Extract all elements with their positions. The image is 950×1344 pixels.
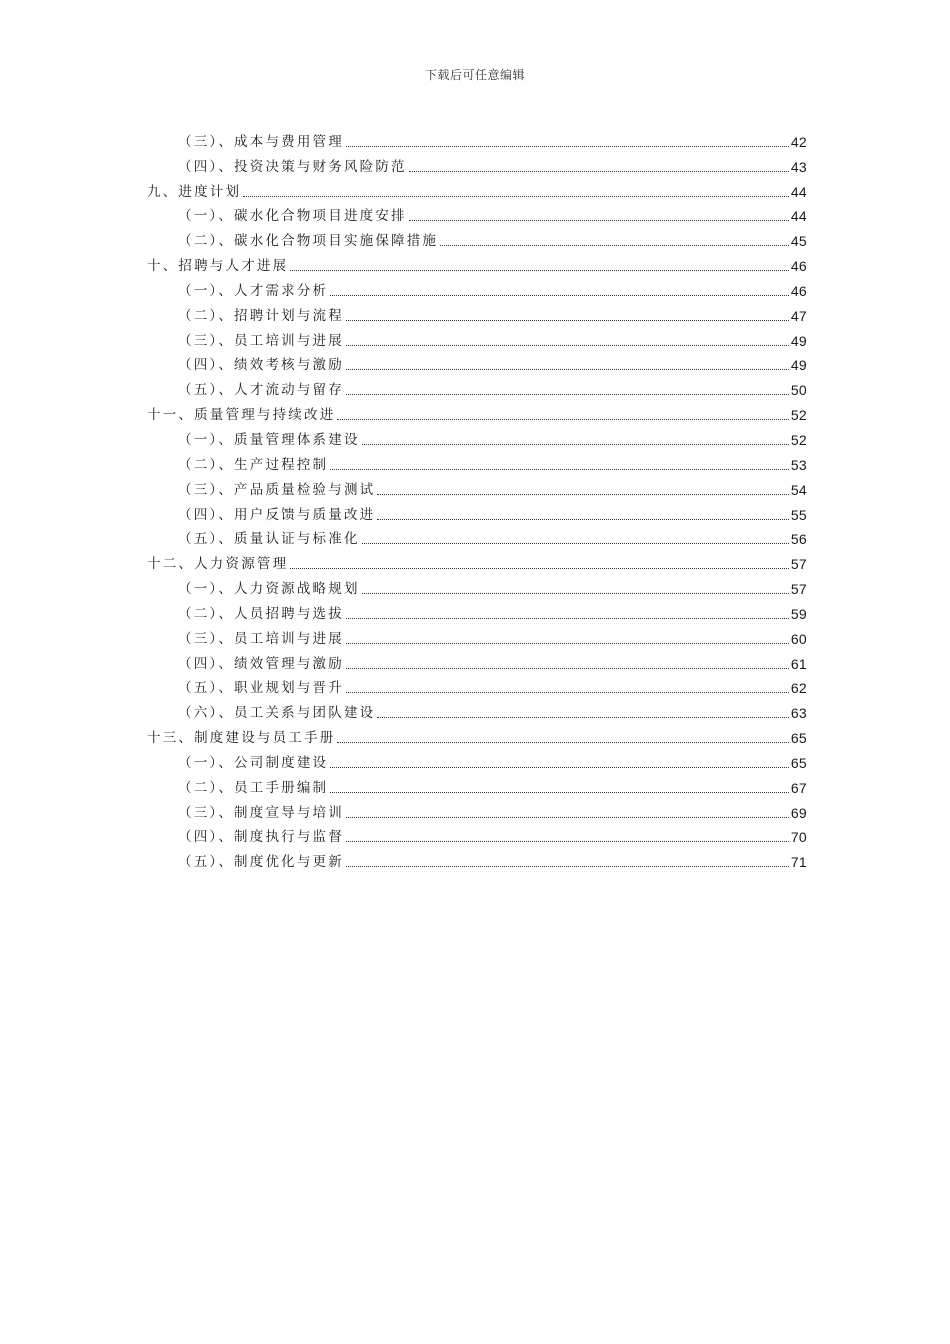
page-header-note: 下载后可任意编辑 [424,68,525,82]
toc-entry-label: 十三、制度建设与员工手册 [147,730,336,747]
toc-dot-leader [346,817,789,818]
toc-dot-leader [243,196,789,197]
toc-entry-label: （五）、质量认证与标准化 [178,531,360,548]
toc-dot-leader [330,295,789,296]
toc-page-number: 65 [790,754,807,771]
toc-dot-leader [377,519,788,520]
toc-section-entry[interactable] [147,150,807,175]
toc-dot-leader [337,742,788,743]
toc-entry-label: （三）、员工培训与进展 [178,630,344,647]
toc-dot-leader [337,419,788,420]
toc-page-number: 62 [790,680,807,697]
table-of-contents [147,125,807,870]
toc-page-number: 65 [790,730,807,747]
toc-dot-leader [346,345,789,346]
toc-page-number: 52 [790,431,807,448]
toc-section-entry[interactable] [147,373,807,398]
toc-page-number: 61 [790,655,807,672]
toc-chapter-entry[interactable] [147,175,807,200]
toc-page-number: 46 [790,282,807,299]
toc-section-entry[interactable] [147,448,807,473]
toc-entry-label: 十一、质量管理与持续改进 [147,407,336,424]
toc-entry-label: （四）、绩效管理与激励 [178,655,344,672]
toc-dot-leader [346,146,789,147]
toc-chapter-entry[interactable] [147,547,807,572]
toc-dot-leader [346,866,789,867]
toc-page-number: 45 [790,233,807,250]
toc-dot-leader [290,568,789,569]
toc-section-entry[interactable] [147,746,807,771]
toc-chapter-entry[interactable] [147,249,807,274]
toc-section-entry[interactable] [147,523,807,548]
toc-page-number: 46 [790,258,807,275]
toc-section-entry[interactable] [147,821,807,846]
toc-page-number: 44 [790,208,807,225]
toc-entry-label: （三）、产品质量检验与测试 [178,481,376,498]
toc-entry-label: （二）、碳水化合物项目实施保障措施 [178,233,439,250]
toc-dot-leader [409,171,789,172]
toc-section-entry[interactable] [147,473,807,498]
toc-dot-leader [346,643,789,644]
toc-page-number: 49 [790,357,807,374]
toc-entry-label: （一）、人才需求分析 [178,282,329,299]
toc-dot-leader [409,220,789,221]
toc-entry-label: （二）、招聘计划与流程 [178,307,344,324]
toc-page-number: 57 [790,581,807,598]
toc-entry-label: （三）、成本与费用管理 [178,133,344,150]
toc-page-number: 52 [790,407,807,424]
toc-dot-leader [346,394,789,395]
toc-page-number: 63 [790,705,807,722]
toc-entry-label: （一）、质量管理体系建设 [178,431,360,448]
toc-page-number: 69 [790,804,807,821]
toc-page-number: 67 [790,779,807,796]
toc-section-entry[interactable] [147,200,807,225]
toc-entry-label: 十、招聘与人才进展 [147,258,289,275]
toc-chapter-entry[interactable] [147,721,807,746]
toc-chapter-entry[interactable] [147,398,807,423]
toc-section-entry[interactable] [147,274,807,299]
toc-page-number: 59 [790,605,807,622]
toc-entry-label: （六）、员工关系与团队建设 [178,705,376,722]
toc-page-number: 47 [790,307,807,324]
toc-entry-label: （二）、员工手册编制 [178,779,329,796]
toc-entry-label: 九、进度计划 [147,183,242,200]
toc-section-entry[interactable] [147,845,807,870]
toc-entry-label: （二）、生产过程控制 [178,456,329,473]
toc-page-number: 42 [790,133,807,150]
toc-entry-label: （五）、职业规划与晋升 [178,680,344,697]
toc-section-entry[interactable] [147,324,807,349]
toc-dot-leader [330,767,789,768]
toc-dot-leader [362,444,789,445]
toc-section-entry[interactable] [147,696,807,721]
toc-dot-leader [362,593,789,594]
toc-entry-label: （四）、制度执行与监督 [178,829,344,846]
toc-dot-leader [346,369,789,370]
toc-page-number: 60 [790,630,807,647]
toc-dot-leader [346,618,789,619]
toc-section-entry[interactable] [147,224,807,249]
toc-dot-leader [377,494,788,495]
toc-dot-leader [440,245,789,246]
toc-page-number: 54 [790,481,807,498]
toc-dot-leader [346,320,789,321]
toc-page-number: 44 [790,183,807,200]
toc-page-number: 56 [790,531,807,548]
toc-section-entry[interactable] [147,299,807,324]
toc-page-number: 57 [790,556,807,573]
toc-entry-label: （四）、绩效考核与激励 [178,357,344,374]
toc-page-number: 43 [790,158,807,175]
toc-section-entry[interactable] [147,771,807,796]
toc-page-number: 55 [790,506,807,523]
toc-entry-label: （三）、员工培训与进展 [178,332,344,349]
toc-section-entry[interactable] [147,622,807,647]
toc-section-entry[interactable] [147,647,807,672]
toc-section-entry[interactable] [147,672,807,697]
toc-entry-label: （一）、公司制度建设 [178,754,329,771]
toc-dot-leader [290,270,789,271]
toc-page-number: 71 [790,854,807,871]
toc-entry-label: （五）、制度优化与更新 [178,854,344,871]
toc-entry-label: 十二、人力资源管理 [147,556,289,573]
toc-page-number: 49 [790,332,807,349]
toc-dot-leader [346,841,789,842]
toc-dot-leader [362,543,789,544]
toc-entry-label: （五）、人才流动与留存 [178,382,344,399]
toc-dot-leader [330,469,789,470]
toc-section-entry[interactable] [147,125,807,150]
toc-entry-label: （四）、投资决策与财务风险防范 [178,158,407,175]
toc-section-entry[interactable] [147,423,807,448]
toc-page-number: 70 [790,829,807,846]
toc-entry-label: （二）、人员招聘与选拔 [178,605,344,622]
toc-dot-leader [346,668,789,669]
toc-entry-label: （三）、制度宣导与培训 [178,804,344,821]
toc-page-number: 50 [790,382,807,399]
toc-section-entry[interactable] [147,597,807,622]
toc-dot-leader [377,717,788,718]
toc-section-entry[interactable] [147,349,807,374]
toc-entry-label: （四）、用户反馈与质量改进 [178,506,376,523]
toc-section-entry[interactable] [147,498,807,523]
toc-section-entry[interactable] [147,572,807,597]
toc-page-number: 53 [790,456,807,473]
toc-entry-label: （一）、碳水化合物项目进度安排 [178,208,407,225]
toc-dot-leader [330,792,789,793]
toc-dot-leader [346,692,789,693]
toc-entry-label: （一）、人力资源战略规划 [178,581,360,598]
toc-section-entry[interactable] [147,796,807,821]
